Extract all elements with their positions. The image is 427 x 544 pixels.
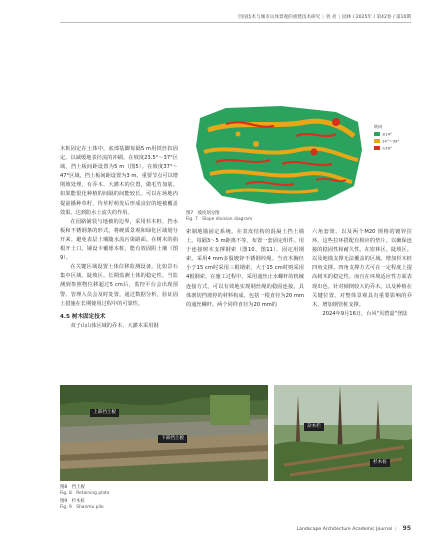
retaining-plate-photo — [60, 385, 268, 481]
col1-paragraph-4: 双子山山体区域的乔木、大灌木采用钢 — [70, 322, 159, 329]
slope-division-map — [186, 100, 412, 208]
text-column-1 — [60, 145, 178, 331]
lower-plate-label: 下部挡土板 — [158, 435, 187, 443]
legend-label-1: ≤14° — [382, 131, 392, 137]
footer-journal: Landscape Architecture Academic Journal — [296, 527, 393, 532]
legend-label-2: 14°～39° — [382, 138, 400, 144]
header-title: 空间技术与城市山体景观的重建技术研究 — [237, 15, 321, 20]
shanmu-pile-photo — [274, 385, 412, 481]
fig7-caption-en: Fig. 7 Slope division diagram — [186, 217, 253, 222]
fig9-caption-cn: 图9 杉木桩 — [60, 499, 85, 504]
fig7-caption — [186, 211, 252, 223]
page-number: 95 — [402, 525, 411, 532]
mixed-wood-fence-label: 杂木栏 — [304, 423, 324, 431]
col1-paragraph-2: 在园路铺装与地被的边界，采用杉木桩、挡水板和不锈钢条的形式。将硬质景观和绿化区域划分开来。避免表层土壤随水流污染路面。在树木的曲根开土口。铺设卡覆球木桩。能有效固阻土壤（图9）。 — [60, 218, 178, 262]
section-heading: 4.5 树木固定技术 — [60, 313, 106, 320]
legend-swatch-1 — [374, 132, 380, 136]
header-rule — [60, 22, 411, 23]
col3-paragraph-1: 六角套筒。以及两个M20 规格的镀锌拉环。这些拉环搭配有相应的垫片。以确保连接的稳固性和耐久性。在密林区。陡坡区。以及地锚支撑无法覆盖的区域。增加杉木桩四角支撑。四角支撑方式可在一定程度上提高树木的稳定性。而且在环境适应性方面表现出色。针对倾倒较大的乔木。以及种植在关键位置。对整体景观具有重要影响的乔木。增加钢管桩支撑。 — [312, 229, 412, 308]
running-header: 空间技术与城市山体景观的重建技术研究 | 曾 亮 | 园林 / 2025年 / 第42卷 / 第10期 — [237, 15, 411, 20]
shanmu-pile-label: 杉木桩 — [370, 459, 390, 467]
fig8-caption-en: Fig. 8 Retaining plate — [60, 491, 110, 496]
header-author: 曾 亮 — [325, 15, 337, 20]
col3-paragraph-2: 2024年9月16日，台风"贝碧嘉"登陆 — [322, 310, 408, 317]
legend-swatch-2 — [374, 139, 380, 143]
text-column-3 — [312, 228, 412, 319]
col1-paragraph-3: 在关键区域设置土体位移监测设备。比如景石集中区域、陡坡区。长期监测土体的稳定性。当监测到参照物位移超过5 cm后，监控平台会出现预警。管理人员会及时处置。通过数据分析，验证固土措施在长期使用过程中的可靠性。 — [60, 264, 178, 307]
fig7-caption-cn: 图7 坡度划分图 — [186, 211, 220, 216]
fig9-caption-en: Fig. 9 Shanmu pile — [60, 505, 104, 510]
col2-paragraph-1: 索制地锚固定系统。在表皮结构的混凝土挡土墙上。每隔3～5 m距离不等。布置一套固定组件。用于连接树木支撑钢索（图10、图11）。固定用钢索。采用4 mm多股镀锌不锈钢绞绳。当直木胸径小于15 cm时采用三根钢索。大于15 cm时则采用4根钢索。在施工过程中。采用通丝止水螺杆的机械连接方式。可以有效地实现钢丝绳的稳固连接。具体剖切挡坡停的材料构成。包括一根直径为20 mm的通丝螺杆。两个同样直径为20 mm的 — [186, 229, 304, 308]
text-column-2 — [186, 228, 304, 310]
fig8-caption-cn: 图8 挡土板 — [60, 485, 85, 490]
fig9-caption — [60, 499, 104, 511]
map-legend-title: 坡向 — [374, 124, 383, 129]
header-journal: 园林 / 2025年 / 第42卷 / 第10期 — [342, 15, 411, 20]
col1-paragraph-1: 木桩固定在土体中，底部基脚每隔5 m用铁丝扣固定。以减缓地表径流的冲刷。在坡度23.5°～37°区域，挡土板间距设置为5 m（图5）。在坡度37°～47°区域，挡土板间距设置为3 m。重要节点可以增削坡处理。有乔木、大灌木的位置，做毛竹加筋。如果能很化种植的间隔的间能较长。可以在场地内提前播种草籽，待草籽萌发后形成良好的地被覆盖效果。达到防水土流失的作用。 — [60, 146, 178, 216]
fig8-caption — [60, 485, 109, 497]
legend-swatch-3 — [374, 146, 380, 150]
page-footer: Landscape Architecture Academic Journal | 95 — [296, 525, 411, 532]
legend-label-3: >39° — [382, 145, 392, 151]
upper-plate-label: 上部挡土板 — [90, 409, 119, 417]
